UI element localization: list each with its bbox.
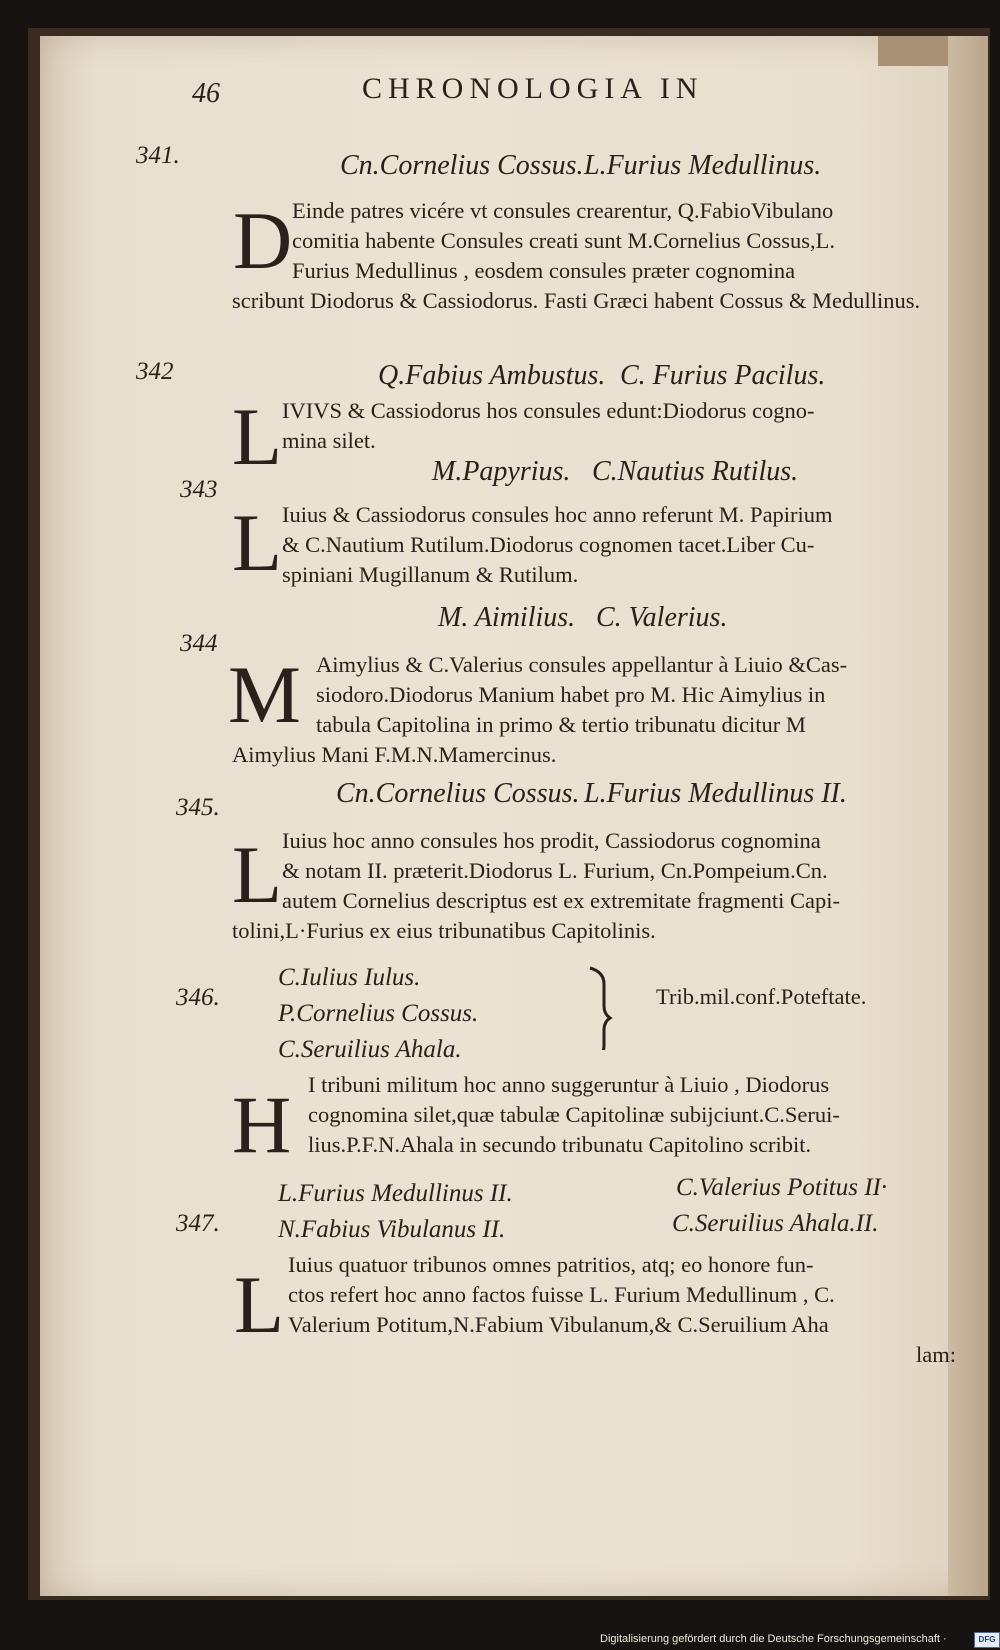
year-number: 347.: [176, 1210, 220, 1237]
text-line: Furius Medullinus , eosdem consules præter cognomina: [292, 258, 796, 283]
text-line: tabula Capitolina in primo & tertio tribunatu dicitur M: [316, 712, 806, 737]
consul-name: Q.Fabius Ambustus.: [378, 360, 606, 391]
consul-name: C. Furius Pacilus.: [620, 360, 826, 391]
drop-capital: H: [232, 1079, 292, 1170]
text-line: mina silet.: [282, 428, 376, 453]
drop-capital: M: [228, 649, 301, 740]
tribune-name: C.Iulius Iulus.: [278, 964, 421, 991]
drop-capital: D: [233, 195, 293, 286]
page-number: 46: [192, 78, 220, 109]
year-number: 345.: [176, 794, 220, 821]
text-line: Iuius & Cassiodorus consules hoc anno referunt M. Papirium: [282, 502, 833, 527]
text-line: IVIVS & Cassiodorus hos consules edunt:Diodorus cogno-: [282, 398, 815, 423]
drop-capital: L: [232, 497, 283, 588]
text-line: cognomina silet,quæ tabulæ Capitolinæ subijciunt.C.Serui-: [308, 1102, 840, 1127]
text-line: Aimylius Mani F.M.N.Mamercinus.: [232, 742, 557, 767]
consul-name: Cn.Cornelius Cossus.: [336, 778, 580, 809]
tribune-name: N.Fabius Vibulanus II.: [278, 1216, 506, 1243]
text-line: Einde patres vicére vt consules crearentur, Q.FabioVibulano: [292, 198, 834, 223]
dfg-logo: DFG: [974, 1632, 1000, 1648]
consul-name: C.Nautius Rutilus.: [592, 456, 799, 487]
bracket-label: Trib.mil.conf.Poteftate.: [656, 984, 867, 1009]
curly-bracket: [520, 880, 620, 1050]
year-number: 342: [136, 358, 174, 385]
tribune-name: C.Valerius Potitus II·: [676, 1174, 888, 1201]
year-number: 344: [180, 630, 218, 657]
text-line: lius.P.F.N.Ahala in secundo tribunatu Capitolino scribit.: [308, 1132, 812, 1157]
text-line: I tribuni militum hoc anno suggeruntur à Liuio , Diodorus: [308, 1072, 830, 1097]
text-line: Iuius hoc anno consules hos prodit, Cassiodorus cognomina: [282, 828, 821, 853]
consul-name: M. Aimilius.: [438, 602, 576, 633]
text-line: spiniani Mugillanum & Rutilum.: [282, 562, 579, 587]
consul-name: M.Papyrius.: [432, 456, 571, 487]
text-line: & C.Nautium Rutilum.Diodorus cognomen tacet.Liber Cu-: [282, 532, 815, 557]
year-number: 341.: [136, 142, 180, 169]
text-line: Valerium Potitum,N.Fabium Vibulanum,& C.Seruilium Aha: [288, 1312, 829, 1337]
text-line: & notam II. præterit.Diodorus L. Furium, Cn.Pompeium.Cn.: [282, 858, 828, 883]
digitization-credit: Digitalisierung gefördert durch die Deutsche Forschungsgemeinschaft ·: [600, 1633, 947, 1645]
year-number: 343: [180, 476, 218, 503]
running-title: CHRONOLOGIA IN: [362, 72, 704, 105]
text-line: Iuius quatuor tribunos omnes patritios, atq; eo honore fun-: [288, 1252, 814, 1277]
drop-capital: L: [232, 829, 283, 920]
text-line: Aimylius & C.Valerius consules appellantur à Liuio &Cas-: [316, 652, 848, 677]
tribune-name: C.Seruilius Ahala.: [278, 1036, 462, 1063]
consul-name: Cn.Cornelius Cossus.: [340, 150, 584, 181]
text-line: comitia habente Consules creati sunt M.Cornelius Cossus,L.: [292, 228, 836, 253]
year-number: 346.: [176, 984, 220, 1011]
tribune-name: P.Cornelius Cossus.: [278, 1000, 479, 1027]
text-line: tolini,L·Furius ex eius tribunatibus Capitolinis.: [232, 918, 656, 943]
consul-name: L.Furius Medullinus II.: [584, 778, 847, 809]
tribune-name: L.Furius Medullinus II.: [278, 1180, 513, 1207]
tribune-name: C.Seruilius Ahala.II.: [672, 1210, 879, 1237]
text-line: ctos refert hoc anno factos fuisse L. Furium Medullinum , C.: [288, 1282, 835, 1307]
catchword: lam:: [916, 1342, 956, 1367]
text-line: autem Cornelius descriptus est ex extremitate fragmenti Capi-: [282, 888, 840, 913]
text-line: scribunt Diodorus & Cassiodorus. Fasti Græci habent Cossus & Medullinus.: [232, 288, 921, 313]
drop-capital: L: [234, 1259, 285, 1350]
consul-name: C. Valerius.: [596, 602, 728, 633]
drop-capital: L: [232, 391, 283, 482]
text-line: siodoro.Diodorus Manium habet pro M. Hic Aimylius in: [316, 682, 826, 707]
consul-name: L.Furius Medullinus.: [584, 150, 822, 181]
